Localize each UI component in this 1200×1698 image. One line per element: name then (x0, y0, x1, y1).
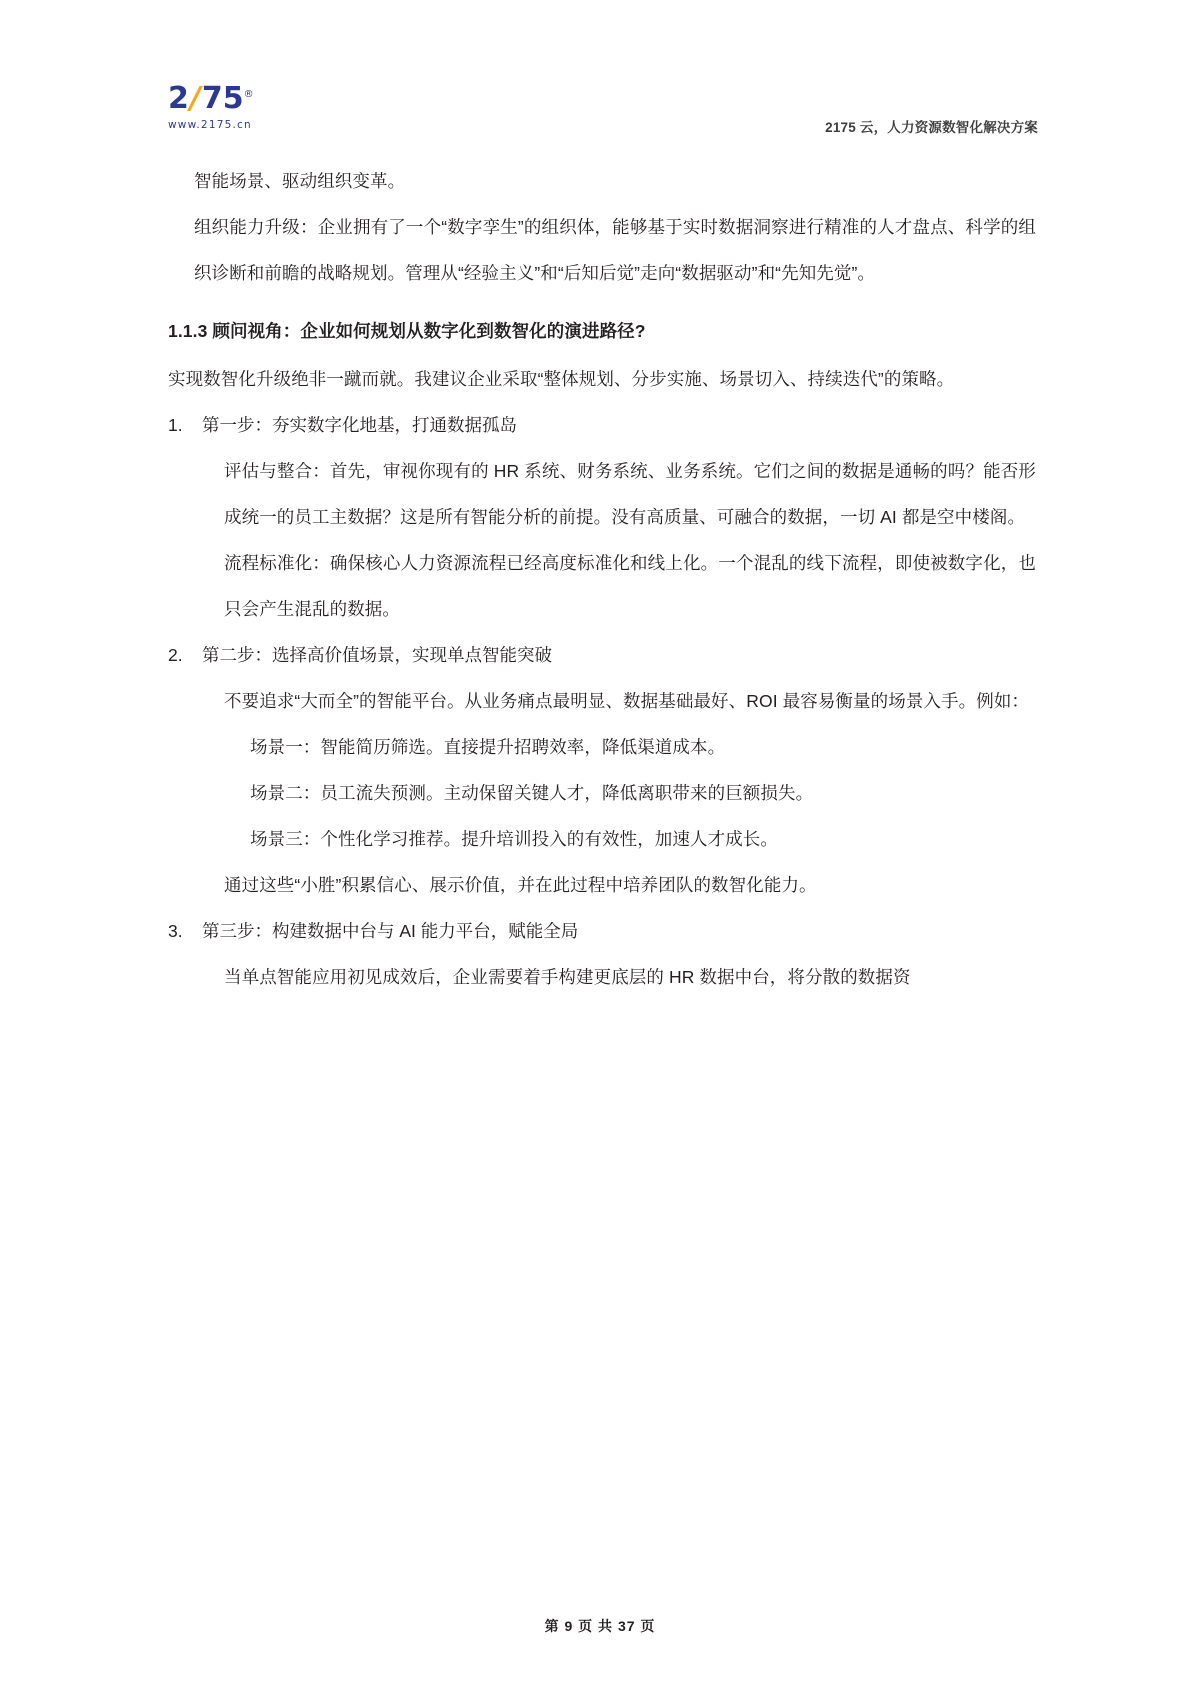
list-marker: 1. (168, 415, 183, 435)
document-header-title: 2175 云，人力资源数智化解决方案 (825, 120, 1038, 135)
list-item (168, 402, 1036, 448)
paragraph-top: 智能场景、驱动组织变革。 (194, 171, 406, 191)
list-item-title: 第一步：夯实数字化地基，打通数据孤岛 (202, 415, 517, 435)
logo-url: www.2175.cn (168, 119, 252, 131)
logo-registered-mark: ® (243, 89, 254, 100)
list-item-title: 第二步：选择高价值场景，实现单点智能突破 (202, 645, 552, 665)
list-item (168, 632, 1036, 678)
logo (168, 78, 288, 131)
paragraph-scenario-2: 场景二：员工流失预测。主动保留关键人才，降低离职带来的巨额损失。 (250, 783, 814, 803)
logo-slash: / (189, 81, 201, 116)
paragraph-step3-intro: 当单点智能应用初见成效后，企业需要着手构建更底层的 HR 数据中台，将分散的数据资 (224, 967, 911, 987)
paragraph-org-capability: 组织能力升级：企业拥有了一个“数字孪生”的组织体，能够基于实时数据洞察进行精准的人才盘点、科学的组织诊断和前瞻的战略规划。管理从“经验主义”和“后知后觉”走向“数据驱动”和“先知先觉”。 (194, 217, 1036, 283)
list-marker: 2. (168, 645, 183, 665)
page-header (168, 78, 1038, 140)
paragraph-step1-assess: 评估与整合：首先，审视你现有的 HR 系统、财务系统、业务系统。它们之间的数据是通畅的吗？能否形成统一的员工主数据？这是所有智能分析的前提。没有高质量、可融合的数据，一切 AI 都是空中楼阁。 (224, 461, 1036, 527)
list-item-title: 第三步：构建数据中台与 AI 能力平台，赋能全局 (202, 921, 579, 941)
logo-text-right: 75 (201, 81, 244, 116)
paragraph-scenario-1: 场景一：智能简历筛选。直接提升招聘效率，降低渠道成本。 (250, 737, 726, 757)
logo-text-left: 2 (168, 81, 189, 116)
paragraph-step1-standardize: 流程标准化：确保核心人力资源流程已经高度标准化和线上化。一个混乱的线下流程，即使被数字化，也只会产生混乱的数据。 (224, 553, 1036, 619)
list-item (168, 908, 1036, 954)
logo-wordmark (168, 78, 288, 116)
document-body (168, 158, 1036, 1000)
paragraph-strategy: 实现数智化升级绝非一蹴而就。我建议企业采取“整体规划、分步实施、场景切入、持续迭代”的策略。 (168, 369, 955, 389)
section-heading-1-1-3: 1.1.3 顾问视角：企业如何规划从数字化到数智化的演进路径? (168, 321, 646, 341)
paragraph-scenario-3: 场景三：个性化学习推荐。提升培训投入的有效性，加速人才成长。 (250, 829, 778, 849)
page-footer: 第 9 页 共 37 页 (544, 1618, 656, 1634)
list-marker: 3. (168, 921, 183, 941)
paragraph-step2-intro: 不要追求“大而全”的智能平台。从业务痛点最明显、数据基础最好、ROI 最容易衡量的场景入手。例如： (224, 691, 1030, 711)
paragraph-step2-closing: 通过这些“小胜”积累信心、展示价值，并在此过程中培养团队的数智化能力。 (224, 875, 817, 895)
